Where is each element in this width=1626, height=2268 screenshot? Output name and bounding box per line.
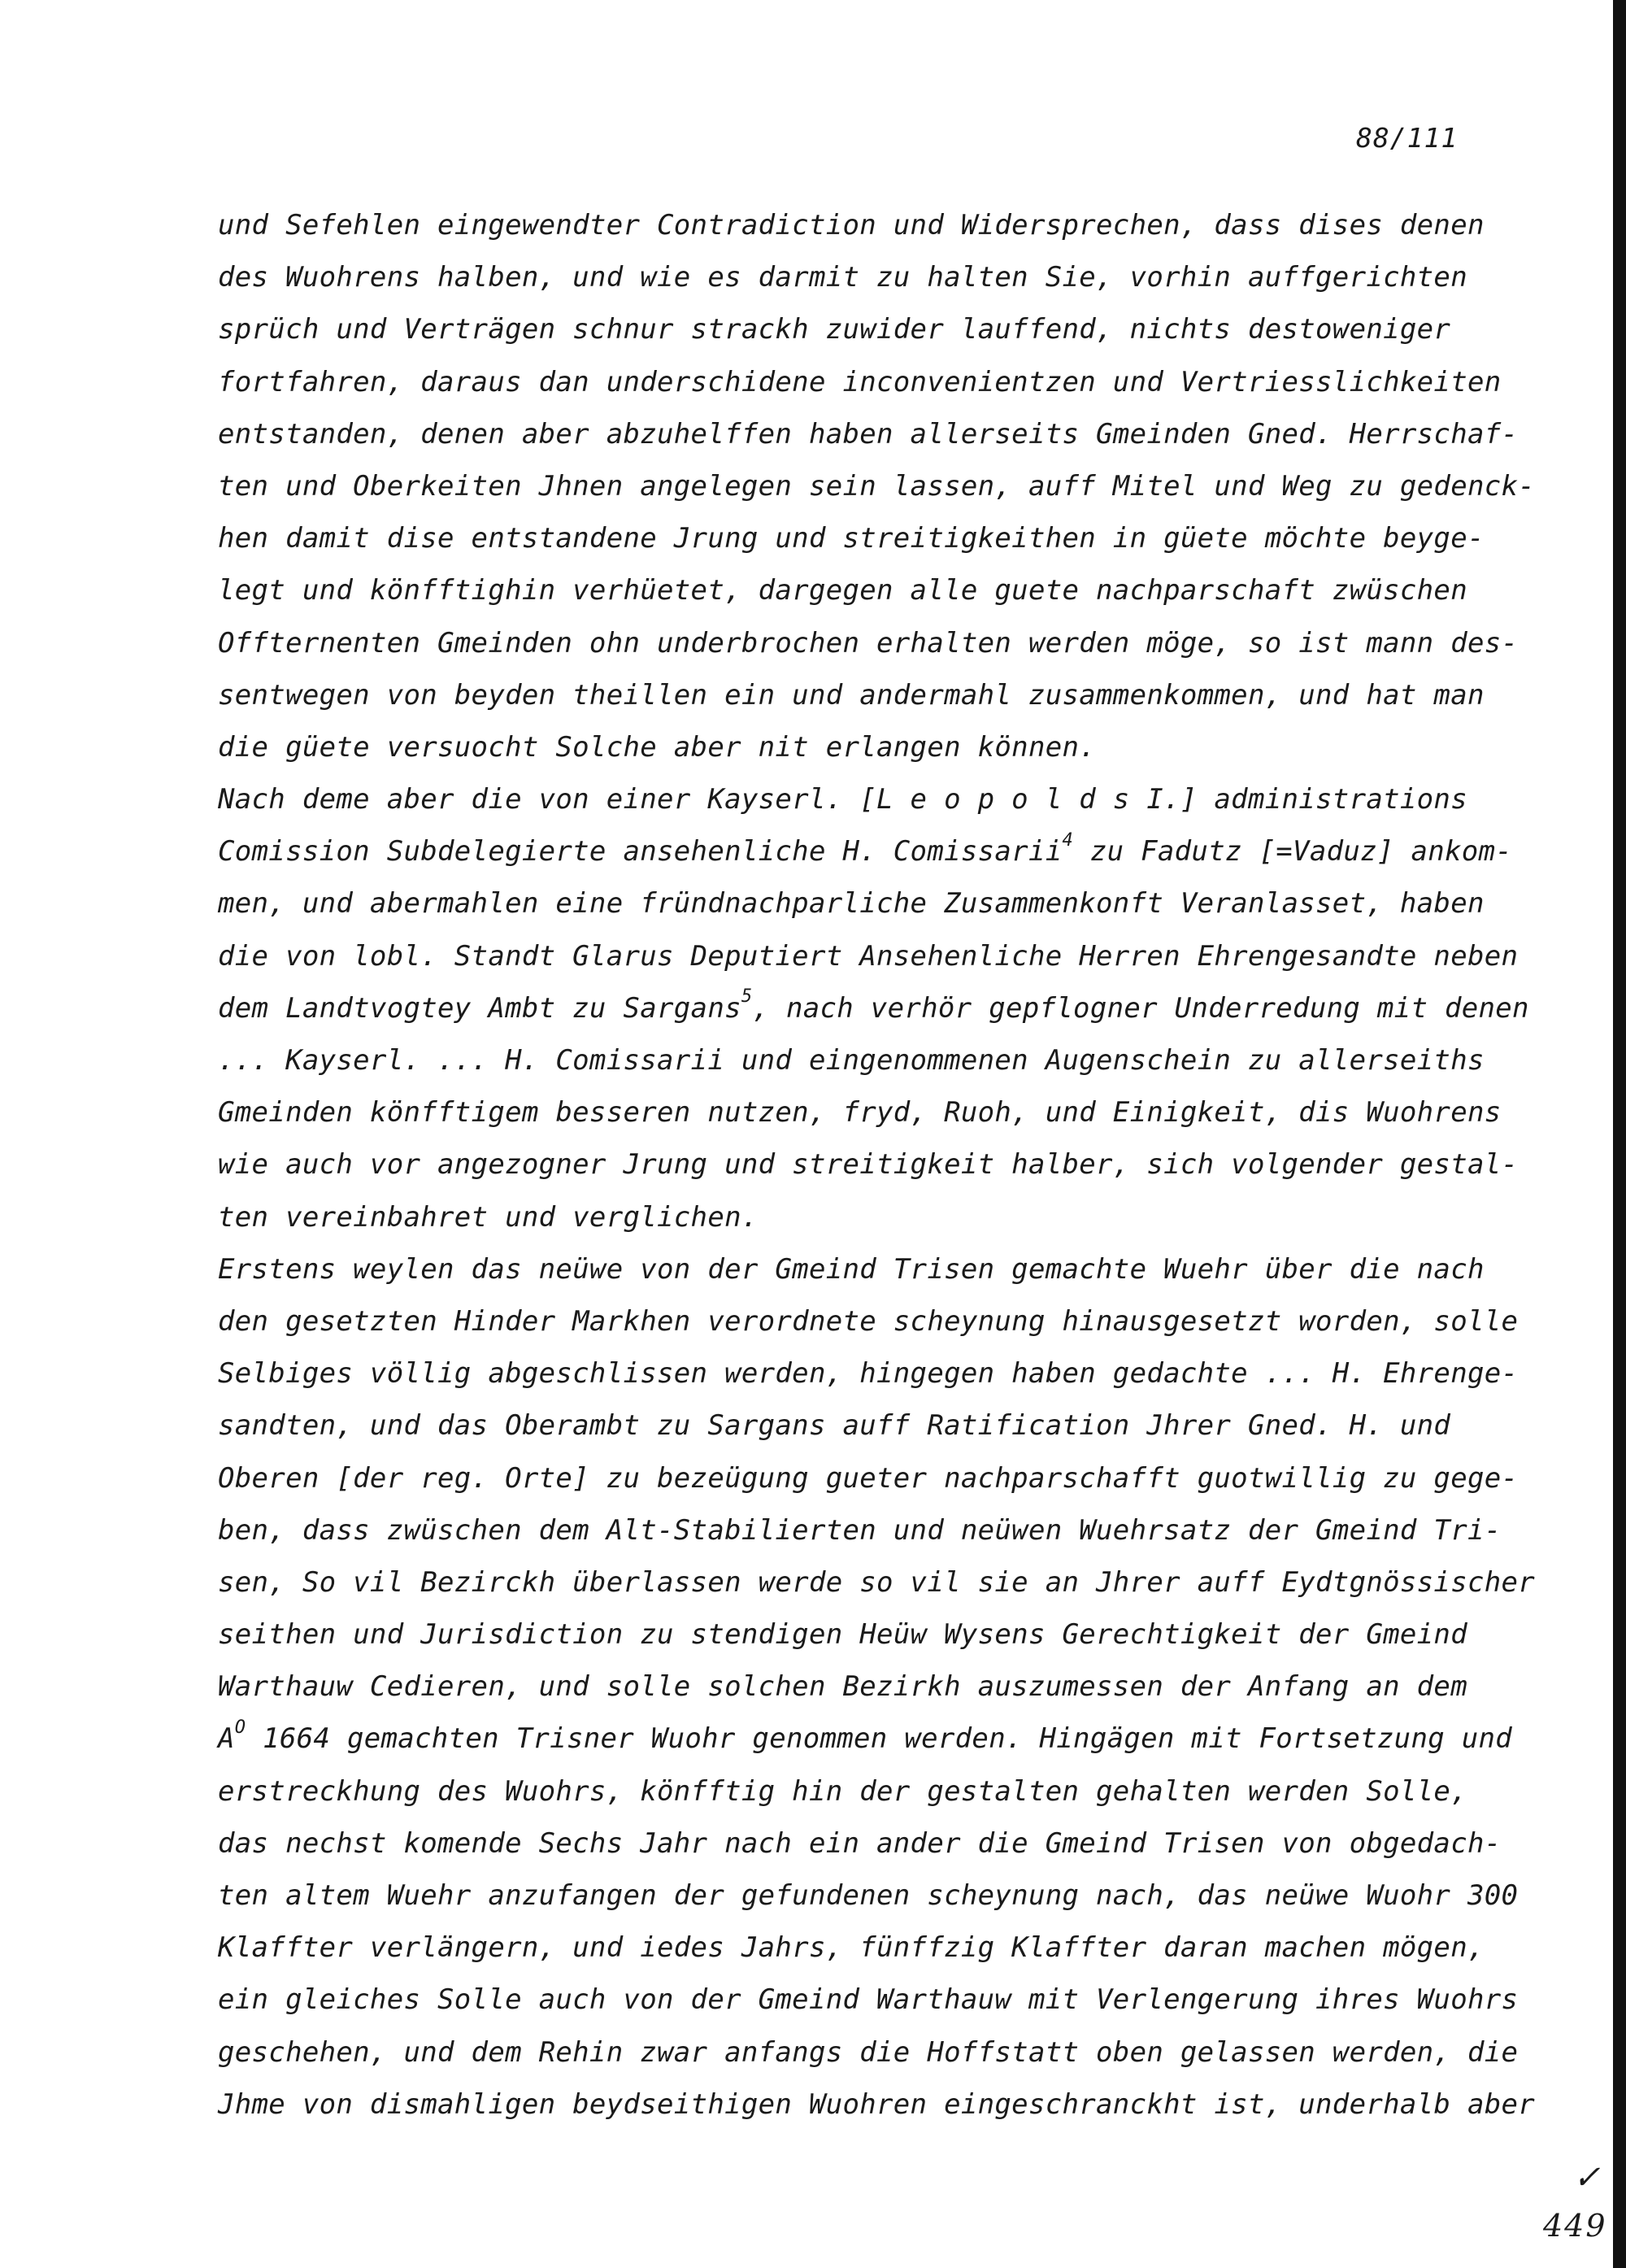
handwritten-check-mark: ✓ [1573, 2159, 1601, 2196]
text-line: erstreckhung des Wuohrs, könfftig hin der gestalten gehalten werden Solle, [218, 1774, 1467, 1808]
text-line: men, und abermahlen eine fründnachparliche Zusammenkonft Veranlasset, haben [218, 887, 1485, 921]
text-line: ... Kayserl. ... H. Comissarii und eingenommenen Augenschein zu allerseiths [218, 1044, 1485, 1077]
text-segment: A [218, 1722, 235, 1756]
text-line: Selbiges völlig abgeschlissen werden, hingegen haben gedachte ... H. Ehrenge- [218, 1357, 1519, 1391]
text-line: die von lobl. Standt Glarus Deputiert Ansehenliche Herren Ehrengesandte neben [218, 939, 1519, 973]
text-line: fortfahren, daraus dan underschidene inconvenientzen und Vertriesslichkeiten [218, 365, 1502, 398]
text-line: den gesetzten Hinder Markhen verordnete scheynung hinausgesetzt worden, solle [218, 1304, 1519, 1338]
text-line [218, 1713, 1535, 1765]
text-line: seithen und Jurisdiction zu stendigen Heüw Wysens Gerechtigkeit der Gmeind [218, 1618, 1467, 1652]
text-line: ten vereinbahret und verglichen. [218, 1200, 759, 1234]
body-text [218, 199, 1535, 2131]
text-line: sandten, und das Oberambt zu Sargans auff Ratification Jhrer Gned. H. und [218, 1409, 1451, 1443]
text-line: Nach deme aber die von einer Kayserl. [L e o p o l d s I.] administrations [218, 783, 1467, 816]
handwritten-folio-number: 449 [1543, 2208, 1607, 2244]
text-line: Offternenten Gmeinden ohn underbrochen erhalten werden möge, so ist mann des- [218, 626, 1519, 660]
text-line: Gmeinden könfftigem besseren nutzen, fryd, Ruoh, und Einigkeit, dis Wuohrens [218, 1096, 1502, 1130]
text-line: sprüch und Verträgen schnur strackh zuwider lauffend, nichts destoweniger [218, 313, 1451, 346]
superscript: O [234, 1717, 246, 1739]
text-line: hen damit dise entstandene Jrung und streitigkeithen in güete möchte beyge- [218, 522, 1485, 555]
text-line: die güete versuocht Solche aber nit erlangen können. [218, 730, 1097, 764]
text-segment: dem Landtvogtey Ambt zu Sargans [218, 991, 741, 1025]
text-line: legt und könfftighin verhüetet, dargegen alle guete nachparschaft zwüschen [218, 574, 1467, 607]
text-line: geschehen, und dem Rehin zwar anfangs die Hoffstatt oben gelassen werden, die [218, 2035, 1519, 2069]
text-segment: , nach verhör gepflogner Underredung mit denen [752, 991, 1529, 1025]
footnote-ref: 4 [1062, 829, 1074, 851]
text-segment: 1664 gemachten Trisner Wuohr genommen werden. Hingägen mit Fortsetzung und [246, 1722, 1513, 1756]
text-line: und Sefehlen eingewendter Contradiction und Widersprechen, dass dises denen [218, 209, 1485, 242]
text-line: wie auch vor angezogner Jrung und streitigkeit halber, sich volgender gestal- [218, 1148, 1519, 1182]
text-line: sen, So vil Bezirckh überlassen werde so vil sie an Jhrer auff Eydtgnössischer [218, 1565, 1536, 1599]
text-line: ten altem Wuehr anzufangen der gefundenen scheynung nach, das neüwe Wuohr 300 [218, 1879, 1519, 1912]
text-line: sentwegen von beyden theillen ein und andermahl zusammenkommen, und hat man [218, 678, 1485, 712]
footnote-ref: 5 [741, 986, 753, 1008]
text-line [218, 982, 1535, 1034]
text-line: Klaffter verlängern, und iedes Jahrs, fünffzig Klaffter daran machen mögen, [218, 1931, 1485, 1965]
text-line: das nechst komende Sechs Jahr nach ein ander die Gmeind Trisen von obgedach- [218, 1826, 1502, 1860]
text-segment: Comission Subdelegierte ansehenliche H. Comissarii [218, 835, 1063, 868]
text-line: ein gleiches Solle auch von der Gmeind Warthauw mit Verlengerung ihres Wuohrs [218, 1983, 1519, 2017]
text-line: Erstens weylen das neüwe von der Gmeind Trisen gemachte Wuehr über die nach [218, 1252, 1485, 1286]
text-line: ben, dass zwüschen dem Alt-Stabilierten und neüwen Wuehrsatz der Gmeind Tri- [218, 1513, 1502, 1547]
page-number: 88/111 [1356, 122, 1459, 154]
text-line: ten und Oberkeiten Jhnen angelegen sein lassen, auff Mitel und Weg zu gedenck- [218, 469, 1536, 503]
text-line: Jhme von dismahligen beydseithigen Wuohren eingeschranckht ist, underhalb aber [218, 2087, 1536, 2121]
text-segment: zu Fadutz [=Vaduz] ankom- [1073, 835, 1513, 868]
text-line: Oberen [der reg. Orte] zu bezeügung gueter nachparschafft guotwillig zu gege- [218, 1461, 1519, 1495]
text-line: Warthauw Cedieren, und solle solchen Bezirkh auszumessen der Anfang an dem [218, 1670, 1467, 1704]
text-line [218, 825, 1535, 877]
text-line: entstanden, denen aber abzuhelffen haben allerseits Gmeinden Gned. Herrschaf- [218, 417, 1519, 451]
text-line: des Wuohrens halben, und wie es darmit zu halten Sie, vorhin auffgerichten [218, 261, 1467, 294]
